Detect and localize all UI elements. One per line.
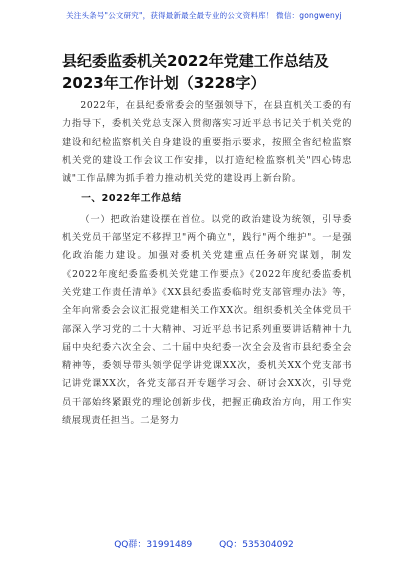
section-paragraph: （一）把政治建设摆在首位。以党的政治建设为统领，引导委机关党员干部坚定不移捍卫"两个确立"，践行"两个维护"。一是强化政治能力建设。加强对委机关党建重点任务研究谋划，制发《2022年度纪委监委机关党建工作要点》《2022年度纪委监委机关党建工作责任清单》《XX县纪委监委临时党支部管理办法》等，全年向常委会会议汇报党建相关工作XX次。组织委机关全体党员干部深入学习党的二十大精神、习近平总书记系列重要讲话精神十九届中央纪委六次全会、二十届中央纪委一次全会及省市县纪委全会精神等，委领导带头领学促学讲党课XX次，委机关XX个党支部书记讲党课XX次，各党支部召开专题学习会、研讨会XX次，引导党员干部始终紧跟党的理论创新步伐，把握正确政治方向，用工作实绩展现责任担当。二是努力 [62,213,352,427]
top-banner: 关注头条号"公文研究"，获得最新最全最专业的公文资料库！ 微信：gongwenyj [66,11,342,20]
bottom-banner [0,537,408,550]
section-heading: 一、2022年工作总结 [81,193,182,205]
document-body [62,97,352,430]
qq-text: QQ：535304092 [219,540,294,550]
intro-paragraph: 2022年，在县纪委常委会的坚强领导下，在县直机关工委的有力指导下，委机关党总支深入贯彻落实习近平总书记关于机关党的建设和纪检监察机关自身建设的重要指示要求，按照全省纪检监察机关党的建设工作会议工作安排，以打造纪检监察机关"四心铸忠诚"工作品牌为抓手着力推动机关党的建设再上新台阶。 [62,100,352,185]
qq-group-text: QQ群：31991489 [114,540,193,550]
document-title: 县纪委监委机关2022年党建工作总结及2023年工作计划（3228字） [62,52,329,92]
